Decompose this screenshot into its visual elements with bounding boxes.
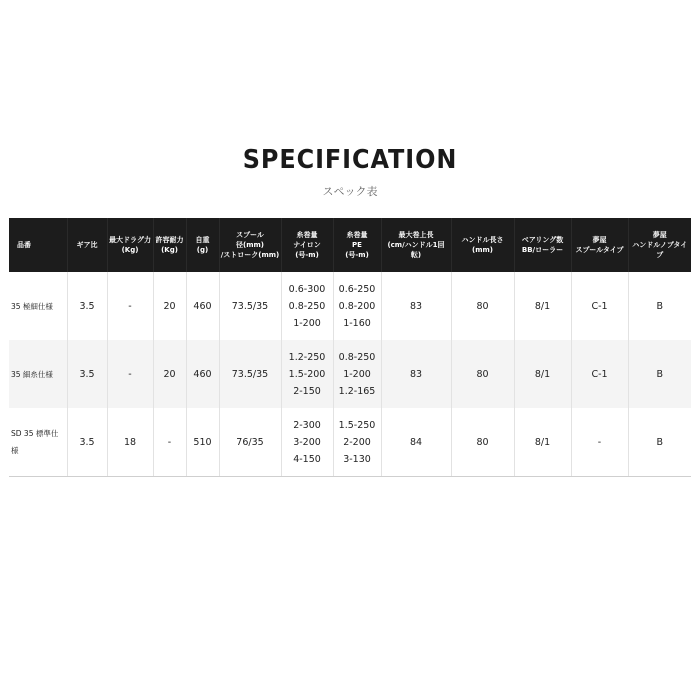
cell-tolerance: 20 [153,272,186,340]
header-weight: 自重 (g) [186,218,219,272]
cell-max-drag: - [107,340,153,408]
cell-bearings: 8/1 [514,272,571,340]
cell-spool: 76/35 [219,408,281,477]
cell-spool: 73.5/35 [219,340,281,408]
header-gear-ratio: ギア比 [67,218,107,272]
cell-gear-ratio: 3.5 [67,340,107,408]
cell-retrieve: 83 [381,340,451,408]
header-handle-length: ハンドル長さ (mm) [451,218,514,272]
cell-pe-capacity: 0.6-250 0.8-200 1-160 [333,272,381,340]
cell-nylon-capacity: 1.2-250 1.5-200 2-150 [281,340,333,408]
header-bearings: ベアリング数 BB/ローラー [514,218,571,272]
cell-pe-capacity: 1.5-250 2-200 3-130 [333,408,381,477]
header-tolerance: 許容耐力 (Kg) [153,218,186,272]
header-pe-capacity: 糸巻量 PE (号-m) [333,218,381,272]
header-knob-type: 夢屋 ハンドルノブタイプ [628,218,691,272]
page-subtitle: スペック表 [322,185,378,198]
cell-spool: 73.5/35 [219,272,281,340]
cell-weight: 460 [186,272,219,340]
header-spool: スプール 径(mm) /ストローク(mm) [219,218,281,272]
cell-tolerance: 20 [153,340,186,408]
table-row [9,408,691,477]
cell-weight: 460 [186,340,219,408]
cell-model: 35 細糸仕様 [9,340,67,408]
cell-knob-type: B [628,408,691,477]
cell-spool-type: - [571,408,628,477]
header-nylon-capacity: 糸巻量 ナイロン (号-m) [281,218,333,272]
spec-table [9,218,691,477]
table-row [9,272,691,340]
header-retrieve: 最大巻上長 (cm/ハンドル1回転) [381,218,451,272]
cell-gear-ratio: 3.5 [67,272,107,340]
header-spool-type: 夢屋 スプールタイプ [571,218,628,272]
cell-knob-type: B [628,272,691,340]
cell-handle-length: 80 [451,340,514,408]
cell-handle-length: 80 [451,408,514,477]
page-title: SPECIFICATION [242,145,458,175]
cell-retrieve: 83 [381,272,451,340]
cell-pe-capacity: 0.8-250 1-200 1.2-165 [333,340,381,408]
cell-bearings: 8/1 [514,408,571,477]
cell-tolerance: - [153,408,186,477]
cell-max-drag: - [107,272,153,340]
table-row [9,340,691,408]
header-max-drag: 最大ドラグ力 (Kg) [107,218,153,272]
cell-handle-length: 80 [451,272,514,340]
header-model: 品番 [9,218,67,272]
cell-spool-type: C-1 [571,340,628,408]
table-header-row [9,218,691,272]
cell-nylon-capacity: 2-300 3-200 4-150 [281,408,333,477]
cell-max-drag: 18 [107,408,153,477]
cell-gear-ratio: 3.5 [67,408,107,477]
cell-nylon-capacity: 0.6-300 0.8-250 1-200 [281,272,333,340]
cell-spool-type: C-1 [571,272,628,340]
cell-model: SD 35 標準仕様 [9,408,67,477]
cell-knob-type: B [628,340,691,408]
cell-model: 35 極細仕様 [9,272,67,340]
cell-retrieve: 84 [381,408,451,477]
cell-weight: 510 [186,408,219,477]
cell-bearings: 8/1 [514,340,571,408]
